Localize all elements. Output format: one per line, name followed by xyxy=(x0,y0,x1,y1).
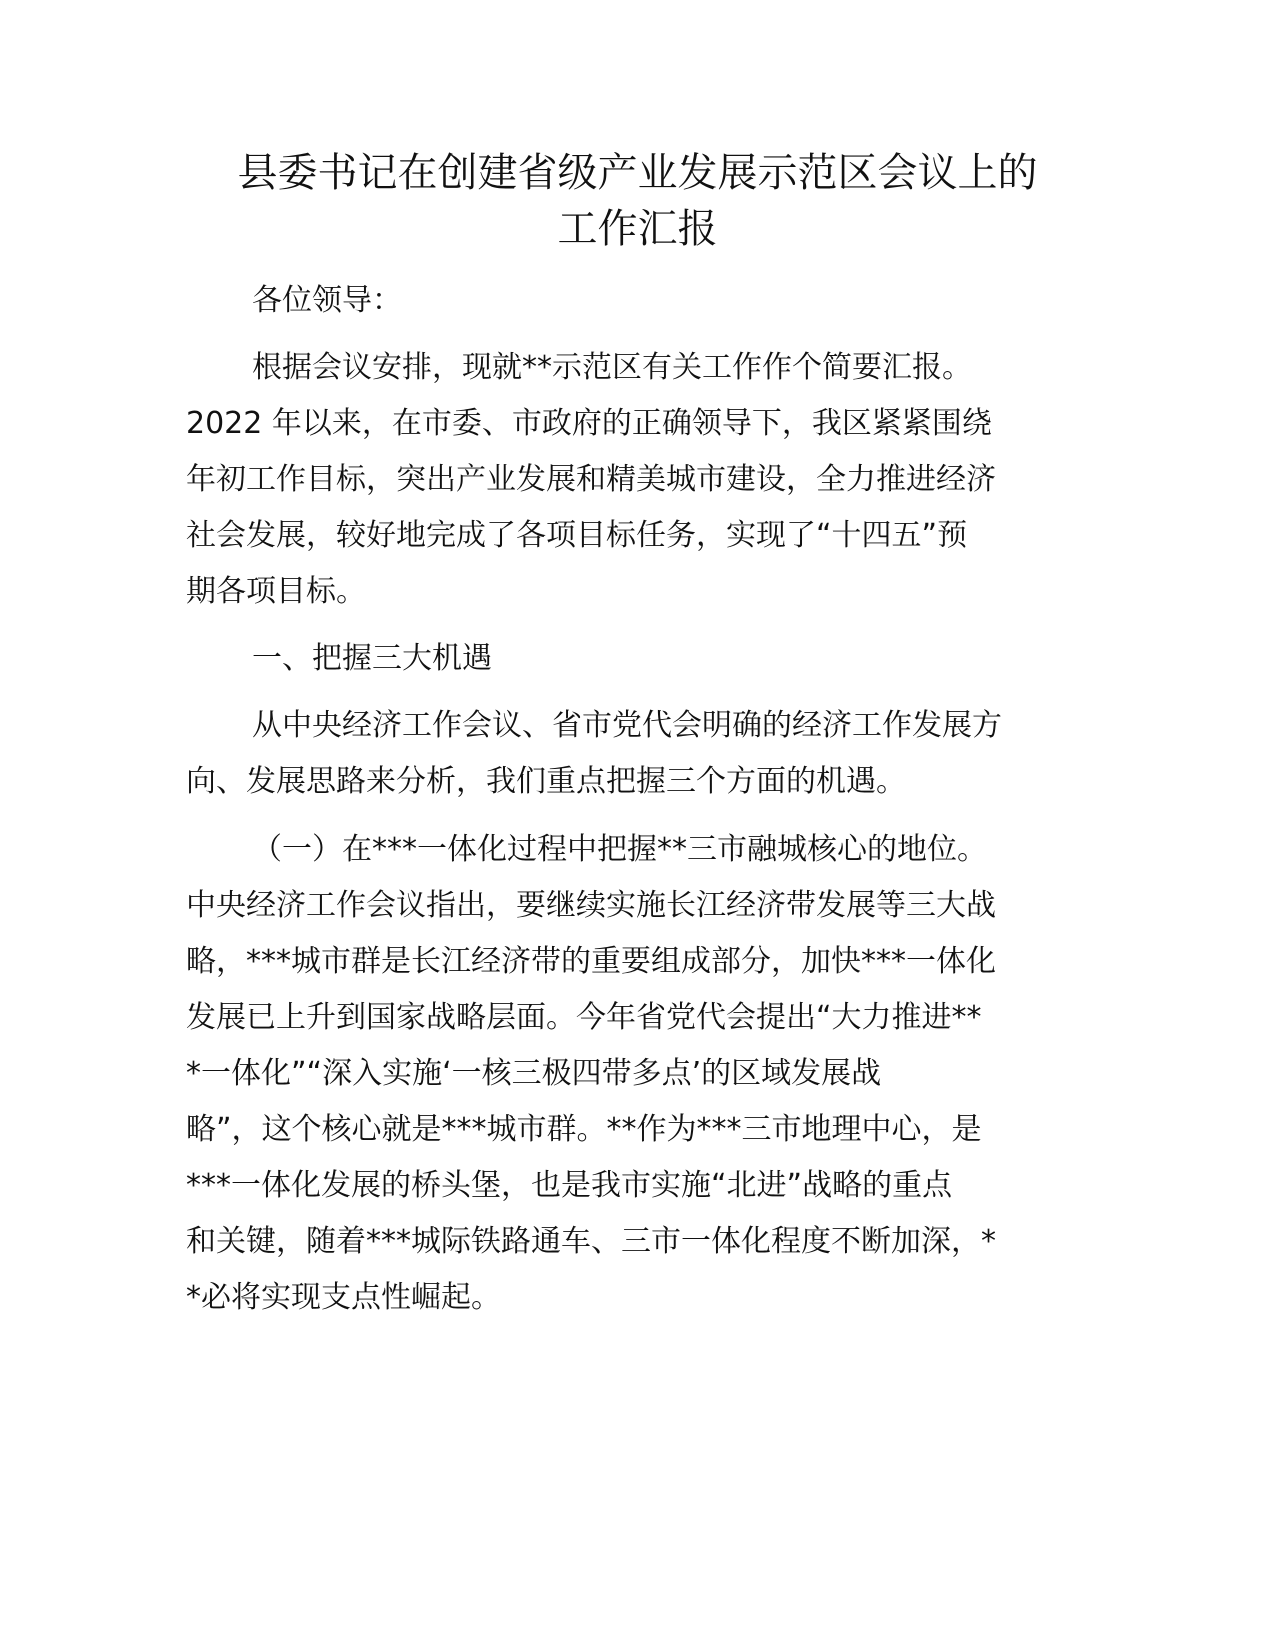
paragraph-1-line-1: 根据会议安排，现就**示范区有关工作作个简要汇报。 xyxy=(252,350,972,385)
paragraph-3-line-4: 发展已上升到国家战略层面。今年省党代会提出“大力推进** xyxy=(186,1000,982,1035)
paragraph-3-line-6: 略”，这个核心就是***城市群。**作为***三市地理中心，是 xyxy=(186,1112,982,1147)
paragraph-3-line-8: 和关键，随着***城际铁路通车、三市一体化程度不断加深，* xyxy=(186,1224,996,1259)
paragraph-3-line-7: ***一体化发展的桥头堡，也是我市实施“北进”战略的重点 xyxy=(186,1168,953,1203)
paragraph-2-line-2: 向、发展思路来分析，我们重点把握三个方面的机遇。 xyxy=(186,764,906,799)
document-title-line-1: 县委书记在创建省级产业发展示范区会议上的 xyxy=(237,150,1038,196)
paragraph-3-line-5: *一体化”“深入实施‘一核三极四带多点’的区域发展战 xyxy=(186,1056,882,1091)
paragraph-3-line-1: （一）在***一体化过程中把握**三市融城核心的地位。 xyxy=(252,832,987,867)
paragraph-1-line-3: 年初工作目标，突出产业发展和精美城市建设，全力推进经济 xyxy=(186,462,996,497)
paragraph-1-line-5: 期各项目标。 xyxy=(186,574,366,609)
salutation: 各位领导： xyxy=(252,283,402,318)
paragraph-3-line-3: 略，***城市群是长江经济带的重要组成部分，加快***一体化 xyxy=(186,944,996,979)
paragraph-3-line-2: 中央经济工作会议指出，要继续实施长江经济带发展等三大战 xyxy=(186,888,996,923)
paragraph-3-line-9: *必将实现支点性崛起。 xyxy=(186,1280,501,1315)
section-heading-1: 一、把握三大机遇 xyxy=(252,641,492,676)
paragraph-2-line-1: 从中央经济工作会议、省市党代会明确的经济工作发展方 xyxy=(252,708,1002,743)
paragraph-1-line-4: 社会发展，较好地完成了各项目标任务，实现了“十四五”预 xyxy=(186,518,968,553)
document-title-line-2: 工作汇报 xyxy=(557,206,718,252)
paragraph-1-line-2: 2022 年以来，在市委、市政府的正确领导下，我区紧紧围绕 xyxy=(186,406,992,441)
